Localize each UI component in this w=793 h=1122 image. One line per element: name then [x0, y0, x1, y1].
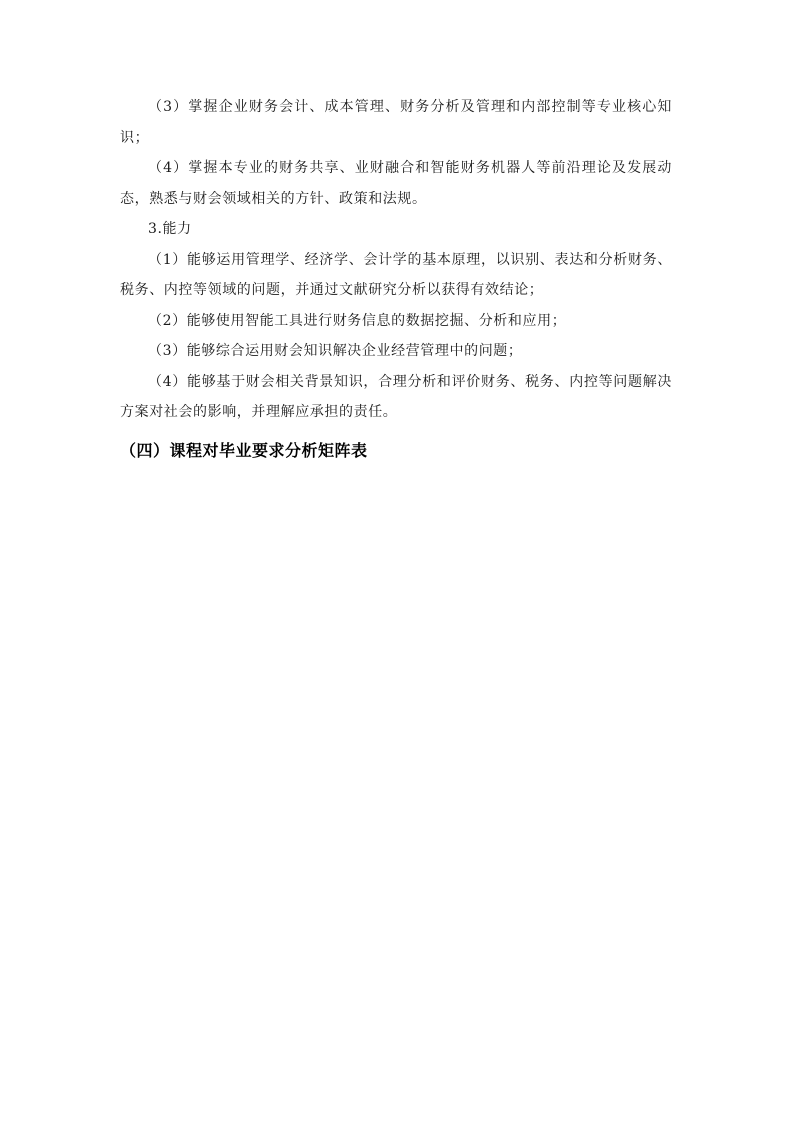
- paragraph-ability-1: （1）能够运用管理学、经济学、会计学的基本原理，以识别、表达和分析财务、税务、内控等领域的问题，并通过文献研究分析以获得有效结论；: [120, 251, 672, 298]
- subheading-ability: 3.能力: [148, 221, 192, 237]
- paragraph-knowledge-4: （4）掌握本专业的财务共享、业财融合和智能财务机器人等前沿理论及发展动态，熟悉与财会领域相关的方针、政策和法规。: [120, 160, 672, 207]
- paragraph-knowledge-3: （3）掌握企业财务会计、成本管理、财务分析及管理和内部控制等专业核心知识；: [120, 99, 672, 146]
- paragraph-ability-3: （3）能够综合运用财会知识解决企业经营管理中的问题；: [148, 343, 523, 359]
- document-body: [120, 92, 672, 466]
- section-heading: （四）课程对毕业要求分析矩阵表: [120, 440, 368, 460]
- paragraph-ability-4: （4）能够基于财会相关背景知识，合理分析和评价财务、税务、内控等问题解决方案对社会的影响，并理解应承担的责任。: [120, 373, 672, 420]
- paragraph-ability-2: （2）能够使用智能工具进行财务信息的数据挖掘、分析和应用；: [148, 312, 567, 329]
